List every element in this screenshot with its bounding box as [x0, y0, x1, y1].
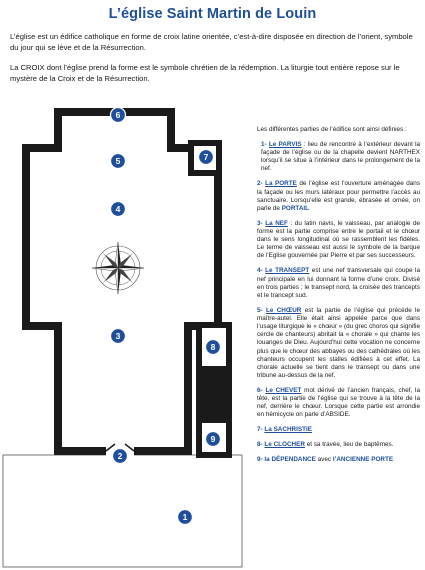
marker-6: [111, 108, 126, 123]
legend-heading: Les différentes parties de l’édifice sont ainsi définies :: [257, 126, 407, 133]
svg-text:8: 8: [210, 342, 216, 352]
parvis-area: [3, 455, 242, 567]
svg-text:6: 6: [115, 110, 121, 120]
svg-text:2: 2: [117, 451, 123, 461]
marker-2: [113, 449, 128, 464]
marker-4: [111, 202, 126, 217]
legend-item-clocher: 8- Le CLOCHER et sa travée, lieu de baptêmes.: [257, 441, 394, 449]
marker-8: [206, 340, 221, 355]
legend: [257, 126, 420, 471]
marker-1: [178, 510, 193, 525]
svg-text:3: 3: [115, 331, 121, 341]
marker-7: [199, 150, 214, 165]
intro-paragraph-orientation: L’église est un édifice catholique en forme de croix latine orientée, c’est-à-dire disposée en direction de l’orient, symbole du jour qui se lève et de la Résurrection.: [10, 32, 413, 52]
legend-item-choeur: 5- Le CHŒUR est la partie de l’église qui précède le maître-autel. Elle était ainsi appelée parce que dans l’usage liturgique le « chœur » (du grec choros qui signifie cercle de chanteurs) abritait la « chorale » qui chante les louanges de Dieu. Aujourd’hui cette vocation ne concerne plus que le chœur des abbayes ou des cathédrales où les chanteurs occupent les stalles édifiées à cet effet. La chorale actuelle se tient dans le transept ou dans une tribune au-dessus de la nef.: [257, 306, 420, 380]
marker-9: [206, 432, 221, 447]
page-title: L’église Saint Martin de Louin: [108, 6, 317, 22]
svg-text:5: 5: [115, 156, 121, 166]
legend-item-parvis: 1- Le PARVIS : lieu de rencontre à l’extérieur devant la façade de l’église ou de la chapelle devient NARTHEX lorsqu’il se situe à l’intérieur dans le prolongement de la nef.: [261, 140, 421, 173]
legend-item-transept: 4- Le TRANSEPT est une nef transversale qui coupe la nef principale en lui donnant la forme d’une croix. Divisé en trois parties ; le transept nord, la croisée des trancepts et le trancept sud.: [257, 267, 420, 299]
legend-item-sacristie: 7- La SACHRISTIE: [257, 426, 312, 434]
svg-text:7: 7: [203, 152, 209, 162]
svg-text:4: 4: [115, 204, 121, 214]
svg-text:9: 9: [210, 434, 216, 444]
intro-paragraph-croix: La CROIX dont l’église prend la forme est le symbole chrétien de la rédemption. La liturgie tout entière repose sur le mystère de la Croix et de la Résurrection.: [10, 63, 400, 83]
legend-item-dependance: 9- la DÉPENDANCE avec l’ANCIENNE PORTE: [257, 456, 394, 464]
legend-item-porte: 2- La PORTE de l’église est l’ouverture aménagée dans la façade ou les murs latéraux pour permettre l’accès au sanctuaire. Lorsqu’elle est grande, ébrasée et ornée, on parle de PORTAIL: [257, 180, 420, 212]
legend-item-nef: 3- La NEF : du latin navis, le vaisseau, par analogie de forme est la partie comprise entre le portail et le chœur dans le sens longitudinal où se rassemblent les fidèles. Le terme de vaisseau est aussi le symbole de la barque de l’Eglise gouvernée par Pierre et par ses successeurs.: [257, 219, 421, 260]
marker-5: [111, 154, 126, 169]
svg-text:1: 1: [182, 512, 188, 522]
legend-item-chevet: 6- Le CHEVET mot dérivé de l’ancien français, chef, la tête, est la partie de l’église qui se trouve à la tête de la nef, derrière le chœur. Lorsque cette partie est arrondie en hémicycle on parle d’ABSIDE.: [257, 387, 420, 419]
marker-3: [111, 329, 126, 344]
